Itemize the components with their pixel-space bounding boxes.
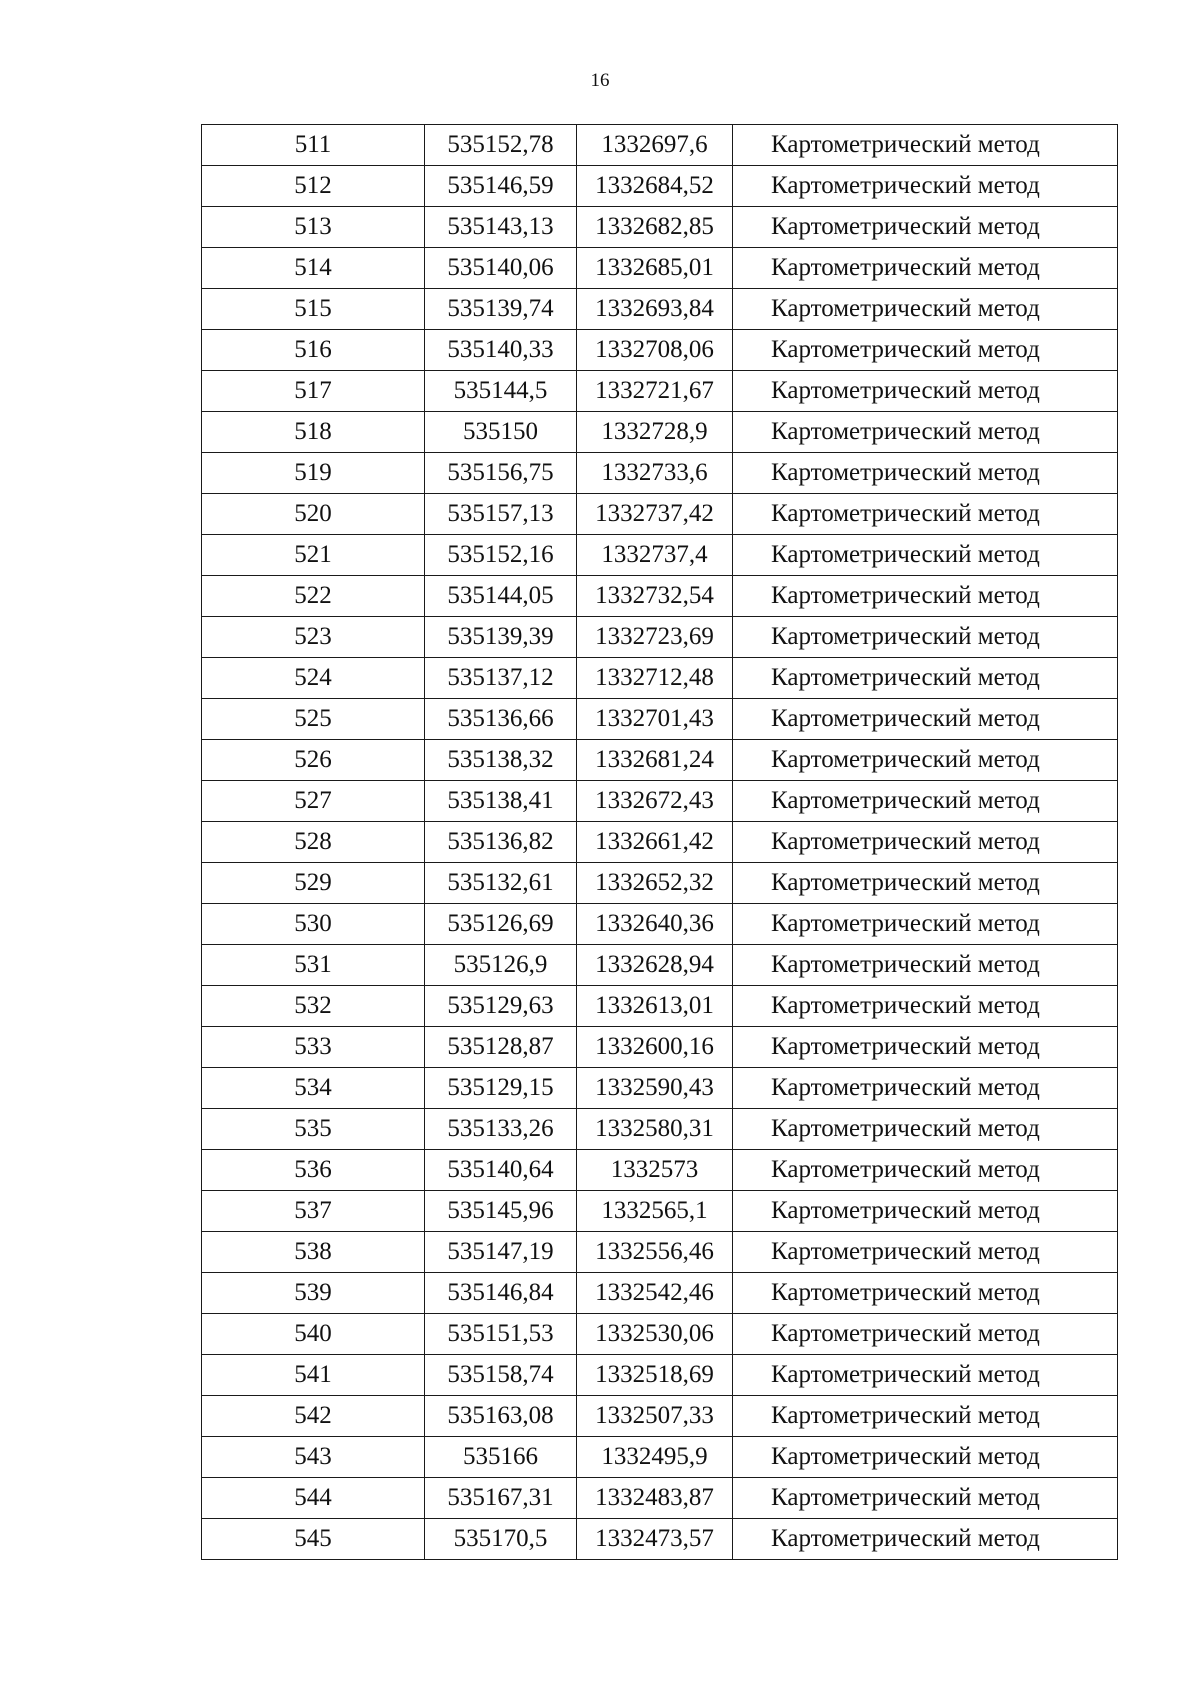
table-row <box>202 1068 1118 1109</box>
x-coordinate-cell: 535156,75 <box>425 453 577 494</box>
x-coordinate-cell: 535129,15 <box>425 1068 577 1109</box>
table-row <box>202 781 1118 822</box>
point-number-cell: 536 <box>202 1150 425 1191</box>
x-coordinate-cell: 535126,69 <box>425 904 577 945</box>
y-coordinate-cell: 1332697,6 <box>577 125 733 166</box>
method-cell: Картометрический метод <box>733 781 1118 822</box>
y-coordinate-cell: 1332661,42 <box>577 822 733 863</box>
x-coordinate-cell: 535136,82 <box>425 822 577 863</box>
method-cell: Картометрический метод <box>733 863 1118 904</box>
y-coordinate-cell: 1332600,16 <box>577 1027 733 1068</box>
table-row <box>202 863 1118 904</box>
point-number-cell: 512 <box>202 166 425 207</box>
y-coordinate-cell: 1332672,43 <box>577 781 733 822</box>
table-row <box>202 1232 1118 1273</box>
table-row <box>202 986 1118 1027</box>
method-cell: Картометрический метод <box>733 1355 1118 1396</box>
coordinates-table <box>201 124 1118 1560</box>
x-coordinate-cell: 535170,5 <box>425 1519 577 1560</box>
y-coordinate-cell: 1332483,87 <box>577 1478 733 1519</box>
method-cell: Картометрический метод <box>733 412 1118 453</box>
y-coordinate-cell: 1332590,43 <box>577 1068 733 1109</box>
point-number-cell: 523 <box>202 617 425 658</box>
y-coordinate-cell: 1332507,33 <box>577 1396 733 1437</box>
point-number-cell: 532 <box>202 986 425 1027</box>
method-cell: Картометрический метод <box>733 740 1118 781</box>
x-coordinate-cell: 535144,05 <box>425 576 577 617</box>
table-row <box>202 658 1118 699</box>
x-coordinate-cell: 535145,96 <box>425 1191 577 1232</box>
y-coordinate-cell: 1332573 <box>577 1150 733 1191</box>
table-row <box>202 1109 1118 1150</box>
point-number-cell: 522 <box>202 576 425 617</box>
point-number-cell: 519 <box>202 453 425 494</box>
method-cell: Картометрический метод <box>733 1150 1118 1191</box>
method-cell: Картометрический метод <box>733 1068 1118 1109</box>
method-cell: Картометрический метод <box>733 699 1118 740</box>
x-coordinate-cell: 535167,31 <box>425 1478 577 1519</box>
method-cell: Картометрический метод <box>733 289 1118 330</box>
point-number-cell: 533 <box>202 1027 425 1068</box>
y-coordinate-cell: 1332737,4 <box>577 535 733 576</box>
y-coordinate-cell: 1332733,6 <box>577 453 733 494</box>
y-coordinate-cell: 1332712,48 <box>577 658 733 699</box>
x-coordinate-cell: 535139,74 <box>425 289 577 330</box>
y-coordinate-cell: 1332732,54 <box>577 576 733 617</box>
method-cell: Картометрический метод <box>733 248 1118 289</box>
point-number-cell: 511 <box>202 125 425 166</box>
y-coordinate-cell: 1332693,84 <box>577 289 733 330</box>
y-coordinate-cell: 1332518,69 <box>577 1355 733 1396</box>
y-coordinate-cell: 1332652,32 <box>577 863 733 904</box>
point-number-cell: 527 <box>202 781 425 822</box>
table-row <box>202 1437 1118 1478</box>
y-coordinate-cell: 1332723,69 <box>577 617 733 658</box>
method-cell: Картометрический метод <box>733 904 1118 945</box>
x-coordinate-cell: 535133,26 <box>425 1109 577 1150</box>
y-coordinate-cell: 1332640,36 <box>577 904 733 945</box>
point-number-cell: 531 <box>202 945 425 986</box>
method-cell: Картометрический метод <box>733 1396 1118 1437</box>
x-coordinate-cell: 535129,63 <box>425 986 577 1027</box>
table-row <box>202 1027 1118 1068</box>
point-number-cell: 538 <box>202 1232 425 1273</box>
x-coordinate-cell: 535139,39 <box>425 617 577 658</box>
x-coordinate-cell: 535138,32 <box>425 740 577 781</box>
method-cell: Картометрический метод <box>733 535 1118 576</box>
point-number-cell: 526 <box>202 740 425 781</box>
point-number-cell: 517 <box>202 371 425 412</box>
method-cell: Картометрический метод <box>733 1232 1118 1273</box>
table-row <box>202 740 1118 781</box>
method-cell: Картометрический метод <box>733 822 1118 863</box>
y-coordinate-cell: 1332473,57 <box>577 1519 733 1560</box>
table-row <box>202 1396 1118 1437</box>
x-coordinate-cell: 535126,9 <box>425 945 577 986</box>
method-cell: Картометрический метод <box>733 1273 1118 1314</box>
y-coordinate-cell: 1332542,46 <box>577 1273 733 1314</box>
point-number-cell: 524 <box>202 658 425 699</box>
y-coordinate-cell: 1332565,1 <box>577 1191 733 1232</box>
table-row <box>202 330 1118 371</box>
y-coordinate-cell: 1332580,31 <box>577 1109 733 1150</box>
method-cell: Картометрический метод <box>733 1027 1118 1068</box>
point-number-cell: 530 <box>202 904 425 945</box>
method-cell: Картометрический метод <box>733 617 1118 658</box>
x-coordinate-cell: 535157,13 <box>425 494 577 535</box>
y-coordinate-cell: 1332701,43 <box>577 699 733 740</box>
method-cell: Картометрический метод <box>733 494 1118 535</box>
point-number-cell: 513 <box>202 207 425 248</box>
y-coordinate-cell: 1332495,9 <box>577 1437 733 1478</box>
x-coordinate-cell: 535143,13 <box>425 207 577 248</box>
table-row <box>202 1273 1118 1314</box>
x-coordinate-cell: 535138,41 <box>425 781 577 822</box>
y-coordinate-cell: 1332737,42 <box>577 494 733 535</box>
point-number-cell: 529 <box>202 863 425 904</box>
table-row <box>202 412 1118 453</box>
table-row <box>202 289 1118 330</box>
coordinates-table-body <box>202 125 1118 1560</box>
table-row <box>202 125 1118 166</box>
y-coordinate-cell: 1332708,06 <box>577 330 733 371</box>
x-coordinate-cell: 535140,64 <box>425 1150 577 1191</box>
table-row <box>202 945 1118 986</box>
y-coordinate-cell: 1332682,85 <box>577 207 733 248</box>
table-row <box>202 1314 1118 1355</box>
table-row <box>202 207 1118 248</box>
method-cell: Картометрический метод <box>733 986 1118 1027</box>
table-row <box>202 453 1118 494</box>
method-cell: Картометрический метод <box>733 1314 1118 1355</box>
table-row <box>202 576 1118 617</box>
point-number-cell: 515 <box>202 289 425 330</box>
x-coordinate-cell: 535137,12 <box>425 658 577 699</box>
point-number-cell: 516 <box>202 330 425 371</box>
point-number-cell: 545 <box>202 1519 425 1560</box>
method-cell: Картометрический метод <box>733 1519 1118 1560</box>
table-row <box>202 371 1118 412</box>
point-number-cell: 544 <box>202 1478 425 1519</box>
x-coordinate-cell: 535158,74 <box>425 1355 577 1396</box>
x-coordinate-cell: 535163,08 <box>425 1396 577 1437</box>
method-cell: Картометрический метод <box>733 330 1118 371</box>
y-coordinate-cell: 1332681,24 <box>577 740 733 781</box>
point-number-cell: 540 <box>202 1314 425 1355</box>
table-row <box>202 1355 1118 1396</box>
point-number-cell: 539 <box>202 1273 425 1314</box>
point-number-cell: 534 <box>202 1068 425 1109</box>
method-cell: Картометрический метод <box>733 453 1118 494</box>
method-cell: Картометрический метод <box>733 1478 1118 1519</box>
point-number-cell: 541 <box>202 1355 425 1396</box>
method-cell: Картометрический метод <box>733 576 1118 617</box>
table-row <box>202 1150 1118 1191</box>
y-coordinate-cell: 1332721,67 <box>577 371 733 412</box>
point-number-cell: 514 <box>202 248 425 289</box>
x-coordinate-cell: 535128,87 <box>425 1027 577 1068</box>
method-cell: Картометрический метод <box>733 125 1118 166</box>
x-coordinate-cell: 535150 <box>425 412 577 453</box>
table-row <box>202 1519 1118 1560</box>
point-number-cell: 537 <box>202 1191 425 1232</box>
point-number-cell: 528 <box>202 822 425 863</box>
y-coordinate-cell: 1332685,01 <box>577 248 733 289</box>
x-coordinate-cell: 535146,84 <box>425 1273 577 1314</box>
method-cell: Картометрический метод <box>733 658 1118 699</box>
y-coordinate-cell: 1332728,9 <box>577 412 733 453</box>
x-coordinate-cell: 535144,5 <box>425 371 577 412</box>
table-row <box>202 1478 1118 1519</box>
method-cell: Картометрический метод <box>733 1437 1118 1478</box>
point-number-cell: 525 <box>202 699 425 740</box>
table-row <box>202 535 1118 576</box>
table-row <box>202 904 1118 945</box>
y-coordinate-cell: 1332530,06 <box>577 1314 733 1355</box>
table-row <box>202 699 1118 740</box>
page-number: 16 <box>590 70 610 91</box>
table-row <box>202 166 1118 207</box>
method-cell: Картометрический метод <box>733 1109 1118 1150</box>
table-row <box>202 617 1118 658</box>
x-coordinate-cell: 535166 <box>425 1437 577 1478</box>
x-coordinate-cell: 535146,59 <box>425 166 577 207</box>
point-number-cell: 521 <box>202 535 425 576</box>
x-coordinate-cell: 535152,78 <box>425 125 577 166</box>
x-coordinate-cell: 535140,06 <box>425 248 577 289</box>
y-coordinate-cell: 1332684,52 <box>577 166 733 207</box>
x-coordinate-cell: 535152,16 <box>425 535 577 576</box>
table-row <box>202 1191 1118 1232</box>
x-coordinate-cell: 535132,61 <box>425 863 577 904</box>
method-cell: Картометрический метод <box>733 945 1118 986</box>
point-number-cell: 520 <box>202 494 425 535</box>
y-coordinate-cell: 1332613,01 <box>577 986 733 1027</box>
table-row <box>202 494 1118 535</box>
method-cell: Картометрический метод <box>733 1191 1118 1232</box>
method-cell: Картометрический метод <box>733 166 1118 207</box>
method-cell: Картометрический метод <box>733 207 1118 248</box>
table-row <box>202 248 1118 289</box>
point-number-cell: 543 <box>202 1437 425 1478</box>
table-row <box>202 822 1118 863</box>
method-cell: Картометрический метод <box>733 371 1118 412</box>
point-number-cell: 535 <box>202 1109 425 1150</box>
x-coordinate-cell: 535151,53 <box>425 1314 577 1355</box>
point-number-cell: 542 <box>202 1396 425 1437</box>
x-coordinate-cell: 535140,33 <box>425 330 577 371</box>
y-coordinate-cell: 1332556,46 <box>577 1232 733 1273</box>
y-coordinate-cell: 1332628,94 <box>577 945 733 986</box>
point-number-cell: 518 <box>202 412 425 453</box>
x-coordinate-cell: 535136,66 <box>425 699 577 740</box>
x-coordinate-cell: 535147,19 <box>425 1232 577 1273</box>
